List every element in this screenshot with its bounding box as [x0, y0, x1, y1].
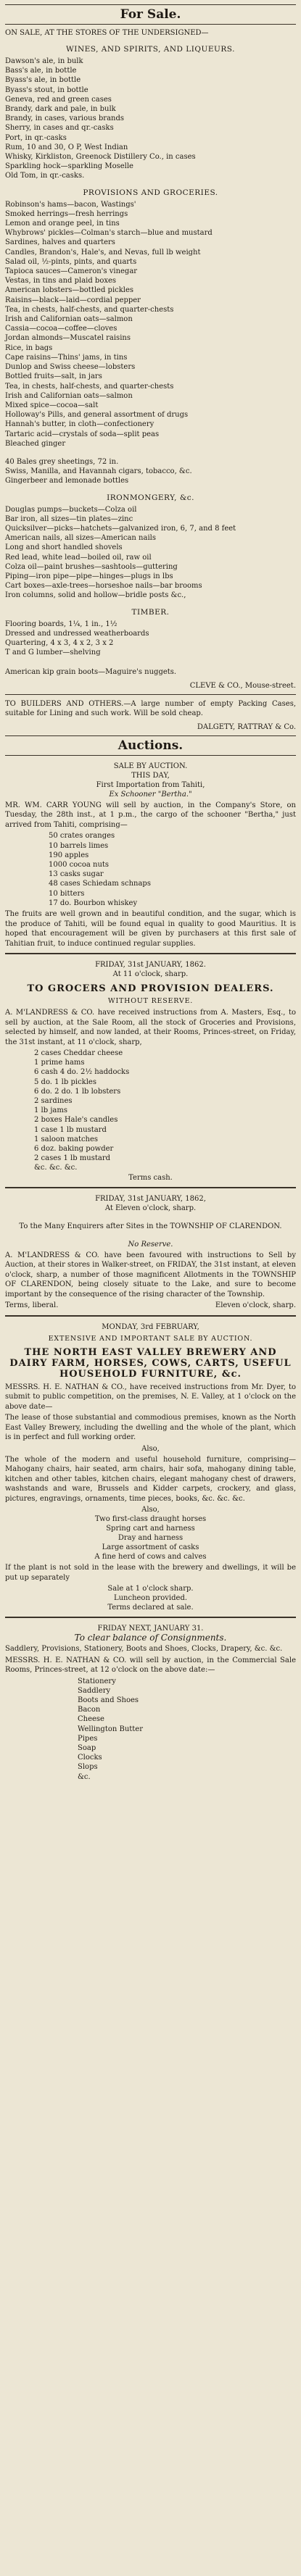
list-item: Pipes: [78, 1734, 98, 1743]
list-item: Douglas pumps—buckets—Colza oil: [5, 505, 137, 514]
also-label: Also,: [141, 1444, 160, 1453]
list-item: Tartaric acid—crystals of soda—split peas: [5, 430, 160, 438]
auction-dray: Dray and harness: [117, 1534, 184, 1543]
list-item: 6 cash 4 do. 2½ haddocks: [34, 1068, 130, 1077]
list-item: Quartering, 4 x 3, 4 x 2, 3 x 2: [5, 638, 114, 647]
list-item: Boots and Shoes: [78, 1696, 139, 1705]
list-item: 190 apples: [49, 851, 89, 859]
time-text: Eleven o'clock, sharp.: [215, 1301, 296, 1310]
list-item: 6 do. 2 do. 1 lb lobsters: [34, 1087, 121, 1096]
list-item: 1 prime hams: [34, 1059, 85, 1067]
list-item: Bottled fruits—salt, in jars: [5, 372, 102, 381]
list-item: Smoked herrings—fresh herrings: [5, 209, 128, 218]
list-item: 1 case 1 lb mustard: [34, 1125, 107, 1134]
auction-not-sold: If the plant is not sold in the lease with the brewery and dwellings, it will be put up separately: [5, 1564, 296, 1582]
list-item: Saddlery: [78, 1686, 111, 1695]
list-item: Clocks: [78, 1754, 102, 1762]
list-item: Whybrows' pickles—Colman's starch—blue and mustard: [5, 229, 213, 238]
list-item: Quicksilver—picks—hatchets—galvanized iron, 6, 7, and 8 feet: [5, 524, 236, 533]
auction-ship: Ex Schooner "Bertha.": [109, 790, 192, 799]
auction-title: TO GROCERS AND PROVISION DEALERS.: [27, 983, 274, 994]
auction-consignments: [5, 1624, 296, 1782]
list-item: 40 Bales grey sheetings, 72 in.: [5, 457, 119, 466]
provisions-title: PROVISIONS AND GROCERIES.: [83, 188, 218, 197]
auction-date: FRIDAY, 31st JANUARY, 1862.: [95, 961, 206, 969]
list-item: Tapioca sauces—Cameron's vinegar: [5, 267, 138, 276]
list-item: Flooring boards, 1¼, 1 in., 1½: [5, 620, 117, 628]
auction-clarendon: [5, 1194, 296, 1311]
provisions-list: [5, 200, 296, 449]
list-item: Salad oil, ½-pints, pints, and quarts: [5, 257, 137, 266]
auction-title: SALE BY AUCTION.: [113, 762, 188, 770]
list-item: Mixed spice—cocoa—salt: [5, 401, 99, 409]
for-sale-header: For Sale.: [5, 4, 296, 25]
auction-luncheon: Luncheon provided.: [113, 1594, 188, 1603]
list-item: Port, in qr.-casks: [5, 133, 67, 142]
list-item: Brandy, dark and pale, in bulk: [5, 105, 116, 114]
list-item: Stationery: [78, 1677, 116, 1685]
list-item: Colza oil—paint brushes—sashtools—guttering: [5, 562, 178, 571]
list-item: Piping—iron pipe—pipe—hinges—plugs in lbs: [5, 572, 173, 580]
auction-terms: Terms declared at sale.: [107, 1604, 194, 1612]
list-item: Slops: [78, 1763, 98, 1772]
auction-grocers: [5, 960, 296, 1183]
timber-title: TIMBER.: [131, 607, 170, 617]
list-item: Dunlop and Swiss cheese—lobsters: [5, 363, 136, 372]
auction-title: To the Many Enquirers after Sites in the TOWNSHIP OF CLARENDON.: [19, 1222, 282, 1230]
list-item: 2 cases Cheddar cheese: [34, 1049, 123, 1057]
auction-title: THE NORTH EAST VALLEY BREWERY AND DAIRY FARM, HORSES, COWS, CARTS, USEFUL HOUSEHOLD FURNITURE, &c.: [9, 1346, 292, 1380]
list-item: Cape raisins—Thins' jams, in tins: [5, 353, 128, 362]
list-item: Iron columns, solid and hollow—bridle posts &c.,: [5, 591, 186, 600]
auction-terms: Terms cash.: [128, 1173, 173, 1182]
also-label: Also,: [141, 1506, 160, 1514]
list-item: 10 bitters: [49, 889, 85, 898]
list-item: Wellington Butter: [78, 1725, 143, 1733]
list-item: Candles, Brandon's, Hale's, and Nevas, full lb weight: [5, 248, 201, 257]
auction-body: MR. WM. CARR YOUNG will sell by auction, in the Company's Store, on Tuesday, the 28th inst., at 1 p.m., the cargo of the schooner "Bertha," just arrived from Tahiti, comprising—: [5, 801, 296, 829]
cleve-signature: CLEVE & CO., Mouse-street.: [189, 681, 296, 690]
list-item: 2 sardines: [34, 1097, 73, 1106]
timber-list: [5, 620, 296, 658]
list-item: Holloway's Pills, and general assortment of drugs: [5, 411, 189, 420]
auction-title: To clear balance of Consignments.: [74, 1633, 227, 1643]
list-item: 50 crates oranges: [49, 832, 115, 841]
list-item: Geneva, red and green cases: [5, 95, 112, 104]
auction-body: MESSRS. H. E. NATHAN & CO. will sell by auction, in the Commercial Sale Rooms, Princes-street, at 12 o'clock on the above date:—: [5, 1656, 296, 1675]
auction-date: MONDAY, 3rd FEBRUARY,: [102, 1322, 199, 1331]
auction-spring: Spring cart and harness: [106, 1525, 195, 1533]
list-item: 2 cases 1 lb mustard: [34, 1154, 110, 1163]
list-item: 48 cases Schiedam schnaps: [49, 880, 151, 888]
list-item: Vestas, in tins and plaid boxes: [5, 277, 117, 285]
list-item: Bacon: [78, 1706, 101, 1714]
list-item: 5 do. 1 lb pickles: [34, 1077, 96, 1086]
auctions-header: Auctions.: [5, 735, 296, 756]
auction-note: The fruits are well grown and in beautiful condition, and the sugar, which is the produce of Tahiti, will be found equal in quality to good Mauritius. It is hoped that encouragement will be given by purchasers at this first sale of Tahitian fruit, to induce continued regular supplies.: [5, 910, 296, 948]
wines-title: WINES, AND SPIRITS, AND LIQUEURS.: [66, 45, 235, 54]
auction-subtitle: No Reserve.: [128, 1240, 173, 1249]
bales-list: [5, 457, 296, 486]
list-item: Soap: [78, 1744, 96, 1753]
ironmongery-title: IRONMONGERY, &c.: [107, 493, 194, 502]
list-item: Lemon and orange peel, in tins: [5, 220, 120, 228]
list-item: Irish and Californian oats—salmon: [5, 391, 133, 400]
divider: [5, 1187, 296, 1188]
list-item: Sparkling hock—sparkling Moselle: [5, 162, 133, 171]
list-item: 6 doz. baking powder: [34, 1145, 114, 1154]
list-item: 1 lb jams: [34, 1106, 67, 1115]
list-item: Byass's ale, in bottle: [5, 76, 81, 85]
list-item: 2 boxes Hale's candles: [34, 1116, 118, 1125]
terms-text: Terms, liberal.: [5, 1301, 59, 1310]
ironmongery-list: [5, 505, 296, 601]
list-item: Long and short handled shovels: [5, 543, 123, 552]
list-item: Rum, 10 and 30, O P, West Indian: [5, 143, 128, 151]
auction-subtitle: WITHOUT RESERVE.: [107, 997, 194, 1005]
divider: [5, 1617, 296, 1618]
for-sale-intro: [5, 29, 296, 38]
list-item: Bass's ale, in bottle: [5, 67, 77, 75]
auction-date: FRIDAY NEXT, JANUARY 31.: [97, 1625, 204, 1633]
divider: [5, 694, 296, 695]
dalgety-signature: DALGETY, RATTRAY & Co.: [197, 722, 296, 731]
auction-brewery: [5, 1322, 296, 1613]
list-item: Dressed and undressed weatherboards: [5, 629, 149, 638]
list-item: Whisky, Kirkliston, Greenock Distillery Co., in cases: [5, 153, 196, 162]
list-item: Jordan almonds—Muscatel raisins: [5, 334, 131, 343]
auction-dairy: A fine herd of cows and calves: [94, 1553, 207, 1562]
auction-terms: [5, 1301, 296, 1311]
auction-sale-time: Sale at 1 o'clock sharp.: [107, 1585, 194, 1593]
auction-tahiti: [5, 762, 296, 949]
list-item: Tea, in chests, half-chests, and quarter-chests: [5, 305, 174, 314]
list-item: Red lead, white lead—boiled oil, raw oil: [5, 553, 152, 562]
list-item: 13 casks sugar: [49, 870, 104, 879]
list-item: Tea, in chests, half-chests, and quarter-chests: [5, 382, 174, 391]
auction-assortment: Large assortment of casks: [102, 1543, 199, 1552]
auction-time: At Eleven o'clock, sharp.: [104, 1204, 197, 1212]
list-item: Cart boxes—axle-trees—horseshoe nails—bar brooms: [5, 582, 202, 591]
list-item: Bar iron, all sizes—tin plates—zinc: [5, 514, 133, 523]
list-item: 17 do. Bourbon whiskey: [49, 899, 138, 907]
list-item: Bleached ginger: [5, 439, 66, 448]
list-item: &c.: [78, 1772, 91, 1781]
list-item: American nails, all sizes—American nails: [5, 534, 156, 543]
auction-list: Saddlery, Provisions, Stationery, Boots and Shoes, Clocks, Drapery, &c. &c.: [5, 1645, 283, 1654]
auction-items: [5, 1677, 296, 1782]
auction-date: FRIDAY, 31st JANUARY, 1862,: [95, 1194, 206, 1203]
list-item: Rice, in bags: [5, 343, 53, 352]
auction-items: [5, 831, 296, 908]
auction-body: A. M'LANDRESS & CO. have been favoured with instructions to Sell by Auction, at their stores in Walker-street, on FRIDAY, the 31st instant, at eleven o'clock, sharp, a number of those magnificent Allotments in the TOWNSHIP OF CLARENDON, being closely situate to the Lake, and sure to become important by the consequence of the rising character of the Township.: [5, 1251, 296, 1299]
american-boots-line: American kip grain boots—Maguire's nuggets.: [5, 668, 177, 677]
auction-furniture: The whole of the modern and useful household furniture, comprising—Mahogany chairs, hair seated, arm chairs, hair sofa, mahogany dining table, kitchen and other tables, kitchen chairs, elegant mahogany chest of drawers, washstands and ware, Brussels and Kidder carpets, crockery, and glass, pictures, engravings, ornaments, time pieces, books, &c. &c. &c.: [5, 1455, 296, 1503]
auction-horses: Two first-class draught horses: [94, 1515, 207, 1524]
list-item: Dawson's ale, in bulk: [5, 57, 83, 65]
auction-body: MESSRS. H. E. NATHAN & CO., have received instructions from Mr. Dyer, to submit to public competition, on the premises, N. E. Valley, at 1 o'clock on the above date—: [5, 1383, 296, 1411]
list-item: Gingerbeer and lemonade bottles: [5, 477, 129, 485]
list-item: Sherry, in cases and qr.-casks: [5, 124, 114, 133]
divider: [5, 1315, 296, 1317]
list-item: T and G lumber—shelving: [5, 649, 101, 657]
list-item: Robinson's hams—bacon, Wastings': [5, 200, 136, 209]
intro-text: ON SALE, AT THE STORES OF THE UNDERSIGNED—: [5, 29, 209, 37]
list-item: Hannah's butter, in cloth—confectionery: [5, 420, 154, 429]
list-item: American lobsters—bottled pickles: [5, 286, 134, 295]
list-item: Cassia—cocoa—coffee—cloves: [5, 325, 117, 333]
auction-lease: The lease of those substantial and commodious premises, known as the North East Valley Brewery, including the dwelling and the whole of the plant, which is in perfect and full working order.: [5, 1414, 296, 1442]
divider: [5, 953, 296, 954]
list-item: Sardines, halves and quarters: [5, 238, 115, 247]
wines-list: [5, 57, 296, 181]
builders-notice: TO BUILDERS AND OTHERS.—A large number of empty Packing Cases, suitable for Lining and such work. Will be sold cheap.: [5, 699, 296, 718]
list-item: 10 barrels limes: [49, 841, 109, 850]
newspaper-page: [5, 0, 296, 1782]
auction-shipment: First Importation from Tahiti,: [96, 780, 205, 789]
list-item: Swiss, Manilla, and Havannah cigars, tobacco, &c.: [5, 467, 192, 476]
list-item: Old Tom, in qr.-casks.: [5, 172, 85, 180]
list-item: Byass's stout, in bottle: [5, 86, 88, 94]
list-item: Cheese: [78, 1715, 104, 1724]
list-item: Irish and Californian oats—salmon: [5, 315, 133, 324]
auction-body: A. M'LANDRESS & CO. have received instructions from A. Masters, Esq., to sell by auction, at the Sale Room, all the stock of Groceries and Provisions, selected by himself, and now landed, at their Rooms, Princes-street, on Friday, the 31st instant, at 11 o'clock, sharp,: [5, 1009, 296, 1046]
list-item: 1000 cocoa nuts: [49, 860, 110, 869]
list-item: &c. &c. &c.: [34, 1164, 78, 1172]
list-item: Brandy, in cases, various brands: [5, 114, 125, 123]
auction-date: THIS DAY,: [131, 771, 170, 780]
list-item: 1 saloon matches: [34, 1135, 99, 1143]
auction-time: At 11 o'clock, sharp.: [112, 970, 189, 978]
auction-subtitle: EXTENSIVE AND IMPORTANT SALE BY AUCTION.: [48, 1334, 253, 1343]
auction-items: [5, 1049, 296, 1173]
list-item: Raisins—black—laid—cordial pepper: [5, 296, 141, 304]
